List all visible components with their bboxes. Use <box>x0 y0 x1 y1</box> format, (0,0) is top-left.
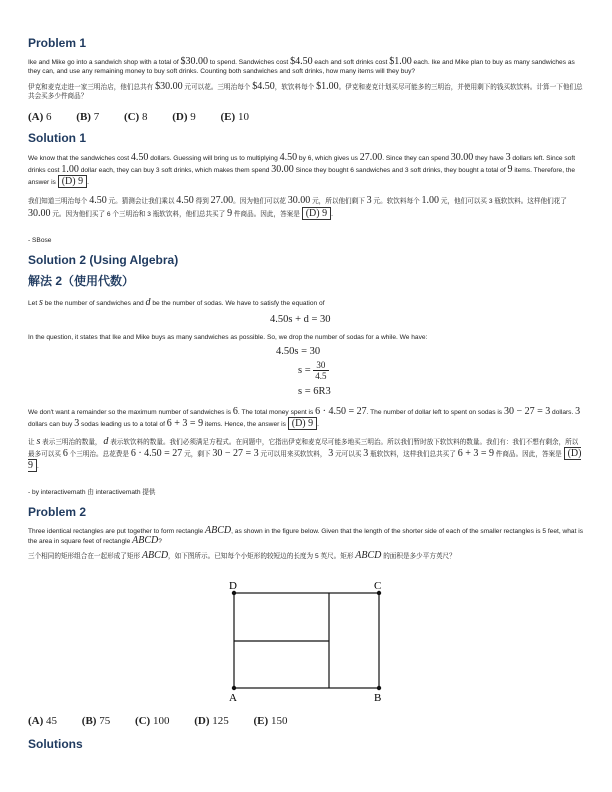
text: . The number of dollar left to spent on sodas is <box>366 409 504 416</box>
math: d <box>103 436 109 447</box>
text: 我们知道三明治每个 <box>28 198 90 205</box>
fraction <box>313 360 328 381</box>
numerator: 30 <box>313 360 328 371</box>
math: 3 <box>575 406 581 417</box>
vertex-b <box>377 686 381 690</box>
text: . Since they can spend <box>382 155 451 162</box>
choice-a <box>28 111 52 123</box>
math: 1.00 <box>421 195 439 206</box>
text: 件商品。因此，答案是 <box>232 211 302 218</box>
math: 30.00 <box>28 208 51 219</box>
problem-2-text-zh <box>28 551 584 561</box>
text: dollars left. Since soft drinks cost <box>28 155 576 174</box>
choice-label: (E) <box>220 111 236 123</box>
text: 表示软饮料的数量。我们必须满足方程式。在问题中，它指出伊克和麦克尽可能多地买三明治。所以我们暂时放下软饮料的数量。我们有：我们不想有剩余，所以最多可以买 <box>28 439 579 458</box>
math: $4.50 <box>252 81 275 92</box>
choice-value: 125 <box>212 715 229 727</box>
text: 元。软饮料每个 <box>371 198 422 205</box>
label-a: A <box>229 692 237 704</box>
text: Let <box>28 300 39 307</box>
problem-1-text-en <box>28 57 584 76</box>
choice-e <box>254 715 288 727</box>
math: $4.50 <box>290 56 313 67</box>
text: dollars. Guessing will bring us to multiplying <box>148 155 280 162</box>
problem-1-choices <box>28 111 271 123</box>
math: $1.00 <box>316 81 339 92</box>
text: 。因为他们可以花 <box>233 198 288 205</box>
text: 元可以花。三明治每个 <box>182 84 253 91</box>
math: 6 <box>232 406 238 417</box>
math: 4.50 <box>89 195 107 206</box>
solutions-title: Solutions <box>28 737 83 751</box>
choice-value: 10 <box>237 111 249 123</box>
text: , as shown in the figure below. Given that the length of the shorter side of each of the smaller rectangles is 5 feet, what is the area in square feet of rectangle <box>28 528 584 545</box>
text: Three identical rectangles are put together to form rectangle <box>28 528 206 535</box>
solution-1-title: Solution 1 <box>28 131 86 145</box>
choice-label: (D) <box>194 715 210 727</box>
text: 元，所以他们剩下 <box>310 198 367 205</box>
math: 4.50 <box>279 152 298 163</box>
math: 1.00 <box>61 164 79 175</box>
choice-value: 7 <box>93 111 100 123</box>
text: each. Ike and Mike plan to buy as many sandwiches as they can, and use any remaining money to buy soft drinks. Counting both sandwiches and soft drinks, how many items will they buy? <box>28 59 575 75</box>
text: 元。因为他们买了 6 个三明治和 3 瓶软饮料，他们总共买了 <box>50 211 228 218</box>
text: be the number of sodas. We have to satisfy the equation of <box>150 300 325 307</box>
math: 3 <box>363 448 369 459</box>
equation-4: s = 6R3 <box>298 386 331 397</box>
text: items. Hence, the answer is <box>203 421 288 428</box>
choice-label: (B) <box>81 715 97 727</box>
text: ，如下图所示。已知每个小矩形的较短边的长度为 5 英尺。矩形 <box>168 553 356 560</box>
text: each and soft drinks cost <box>312 59 390 66</box>
choice-value: 9 <box>190 111 196 123</box>
math: 6 + 3 = 9 <box>457 448 494 459</box>
text: 元，剩下 <box>182 451 213 458</box>
text: . The total money spent is <box>237 409 316 416</box>
solution-2-title: Solution 2 (Using Algebra) <box>28 253 179 267</box>
text: 得到 <box>193 198 211 205</box>
denominator: 4.5 <box>315 371 327 381</box>
problem-2-title: Problem 2 <box>28 505 87 519</box>
solution-2-text-en: We don't want a remainder so the maximum number of sandwiches is 6. The total money spent is 6 · 4.50 = 27. The number of dollar left to spent on sodas is 30 − 27 = 3 dollars. 3 dollars can buy 3 sodas leading us to a total of 6 + 3 = 9 items. Hence, the answer is (D) 9 . <box>28 406 581 429</box>
choice-value: 45 <box>46 715 58 727</box>
text: dollar each, they can buy 3 soft drinks, which makes them spend <box>78 167 272 174</box>
math: 27.00 <box>359 152 383 163</box>
text: 瓶软饮料，这样我们总共买了 <box>368 451 458 458</box>
text: sodas leading us to a total of <box>79 421 167 428</box>
text: 元可以买 <box>333 451 364 458</box>
answer-box: (D) 9 <box>28 448 582 471</box>
math: 30 − 27 = 3 <box>503 406 551 417</box>
vertex-a <box>232 686 236 690</box>
choice-label: (A) <box>28 111 44 123</box>
problem-2-choices <box>28 715 309 727</box>
equation-1: 4.50s + d = 30 <box>270 314 331 325</box>
math: 3 <box>74 418 80 429</box>
text: dollars. <box>550 409 576 416</box>
equation-2: 4.50s = 30 <box>276 346 321 357</box>
math: 4.50 <box>130 152 149 163</box>
solution-2-let <box>28 298 584 308</box>
choice-b <box>82 715 110 727</box>
text: 个三明治。总花费是 <box>67 451 131 458</box>
text: Since they bought 6 sandwiches and 3 soft drinks, they bought a total of <box>293 167 508 174</box>
choice-d <box>194 715 229 727</box>
choice-a <box>28 715 57 727</box>
answer-box: (D) 9 <box>58 175 87 188</box>
solution-2-title-zh: 解法 2（使用代数） <box>28 274 135 288</box>
math: 30.00 <box>287 195 311 206</box>
math: 6 + 3 = 9 <box>166 418 204 429</box>
text: We don't want a remainder so the maximum number of sandwiches is <box>28 409 233 416</box>
problem-2-text-en <box>28 526 584 546</box>
choice-value: 6 <box>46 111 52 123</box>
math: $30.00 <box>155 81 183 92</box>
math: ABCD <box>355 550 382 561</box>
text: 件商品。因此，答案是 <box>493 451 564 458</box>
problem-1-title: Problem 1 <box>28 36 87 50</box>
choice-c <box>124 111 148 123</box>
math: 6 · 4.50 = 27 <box>130 448 183 459</box>
math: ABCD <box>205 525 232 536</box>
choice-value: 100 <box>152 715 170 727</box>
choice-d <box>172 111 196 123</box>
math: s <box>39 297 43 308</box>
math: 3 <box>505 152 511 163</box>
label-b: B <box>374 692 382 704</box>
solution-2-para: In the question, it states that Ike and Mike buys as many sandwiches as possible. So, we drop the number of sodas for a while. We have: <box>28 334 428 341</box>
math: 30.00 <box>450 152 474 163</box>
choice-c <box>135 715 170 727</box>
text: 伊克和麦克走进一家三明治店，他们总共有 <box>28 84 156 91</box>
equation-3 <box>298 360 329 381</box>
math: 3 <box>328 448 334 459</box>
label-c: C <box>374 580 382 592</box>
math: d <box>145 297 151 308</box>
text: 三个相同的矩形组合在一起形成了矩形 <box>28 553 142 560</box>
text: to spend. Sandwiches cost <box>207 59 291 66</box>
choice-b <box>76 111 99 123</box>
text: items. Therefore, the answer is <box>28 167 576 186</box>
math: $1.00 <box>389 56 412 67</box>
text: 表示三明治的数量， <box>40 439 104 446</box>
text: 。伊克和麦克计划买尽可能多的三明治，并使用剩下的钱买软饮料。计算一下他们总共会买多少件商品？ <box>28 84 583 100</box>
math: 6 <box>62 448 68 459</box>
math: 9 <box>227 208 233 219</box>
math: 30 − 27 = 3 <box>212 448 259 459</box>
math: 9 <box>507 164 513 175</box>
text: ，软饮料每个 <box>274 84 317 91</box>
answer-box: (D) 9 <box>302 207 331 220</box>
text: 元，他们可以买 3 瓶软饮料。这样他们花了 <box>439 198 567 205</box>
text: We know that the sandwiches cost <box>28 155 131 162</box>
math: ABCD <box>132 535 159 546</box>
choice-label: (A) <box>28 715 44 727</box>
math: 4.50 <box>176 195 194 206</box>
choice-value: 75 <box>99 715 111 727</box>
math: 6 · 4.50 = 27 <box>315 406 367 417</box>
problem-1-text-zh <box>28 82 584 101</box>
text: they have <box>473 155 506 162</box>
choice-label: (C) <box>123 111 140 123</box>
solution-1-author: - SBose <box>28 237 52 244</box>
math: 3 <box>366 195 372 206</box>
math: s <box>36 436 41 447</box>
solution-2-text-zh: 让 s 表示三明治的数量， d 表示软饮料的数量。我们必须满足方程式。在问题中，它指出伊克和麦克尽可能多地买三明治。所以我们暂时放下软饮料的数量。我们有：我们不想有剩余，所以最多可以买 6 个三明治。总花费是 6 · 4.50 = 27 元，剩下 30 − 27 = 3 元可以用来买软饮料， 3 元可以买 3 瓶软饮料，这样我们总共买了 6 + 3 = 9 件商品。因此，答案是 (D) 9 . <box>28 436 582 471</box>
text: dollars can buy <box>28 421 75 428</box>
answer-box: (D) 9 <box>288 417 317 430</box>
choice-label: (D) <box>172 111 188 123</box>
text: 元可以用来买软饮料， <box>258 451 329 458</box>
math: ABCD <box>141 550 169 561</box>
math: s = <box>298 364 314 376</box>
math: 30.00 <box>271 164 294 175</box>
text: Ike and Mike go into a sandwich shop with a total of <box>28 59 181 66</box>
choice-value: 8 <box>141 111 148 123</box>
text: by 6, which gives us <box>297 155 360 162</box>
text: ? <box>158 538 162 545</box>
text: be the number of sandwiches and <box>42 300 146 307</box>
solution-2-author: - by interactivemath 由 interactivemath 提供 <box>28 489 156 496</box>
math: $30.00 <box>180 56 208 67</box>
math: 27.00 <box>210 195 234 206</box>
text: 元。猜测会让我们乘以 <box>106 198 177 205</box>
choice-value: 150 <box>270 715 288 727</box>
text: 的面积是多少平方英尺？ <box>381 553 456 560</box>
solution-1-text-en: We know that the sandwiches cost 4.50 dollars. Guessing will bring us to multiplying 4.50 by 6, which gives us 27.00. Since they can spend 30.00 they have 3 dollars left. Since soft drinks cost 1.00 dollar each, they can buy 3 soft drinks, which makes them spend 30.00 Since they bought 6 sandwiches and 3 soft drinks, they bought a total of 9 items. Therefore, the answer is (D) 9 . <box>28 152 576 187</box>
rectangle-figure <box>224 578 394 706</box>
choice-e <box>221 111 249 123</box>
text: 让 <box>28 439 37 446</box>
choice-label: (C) <box>134 715 151 727</box>
solution-1-text-zh: 我们知道三明治每个 4.50 元。猜测会让我们乘以 4.50 得到 27.00。因为他们可以花 30.00 元，所以他们剩下 3 元。软饮料每个 1.00 元，他们可以买 3 瓶软饮料。这样他们花了 30.00 元。因为他们买了 6 个三明治和 3 瓶软饮料，他们总共买了 9 件商品。因此，答案是 (D) 9 . <box>28 195 567 219</box>
label-d: D <box>229 580 237 592</box>
choice-label: (B) <box>76 111 91 123</box>
choice-label: (E) <box>253 715 269 727</box>
